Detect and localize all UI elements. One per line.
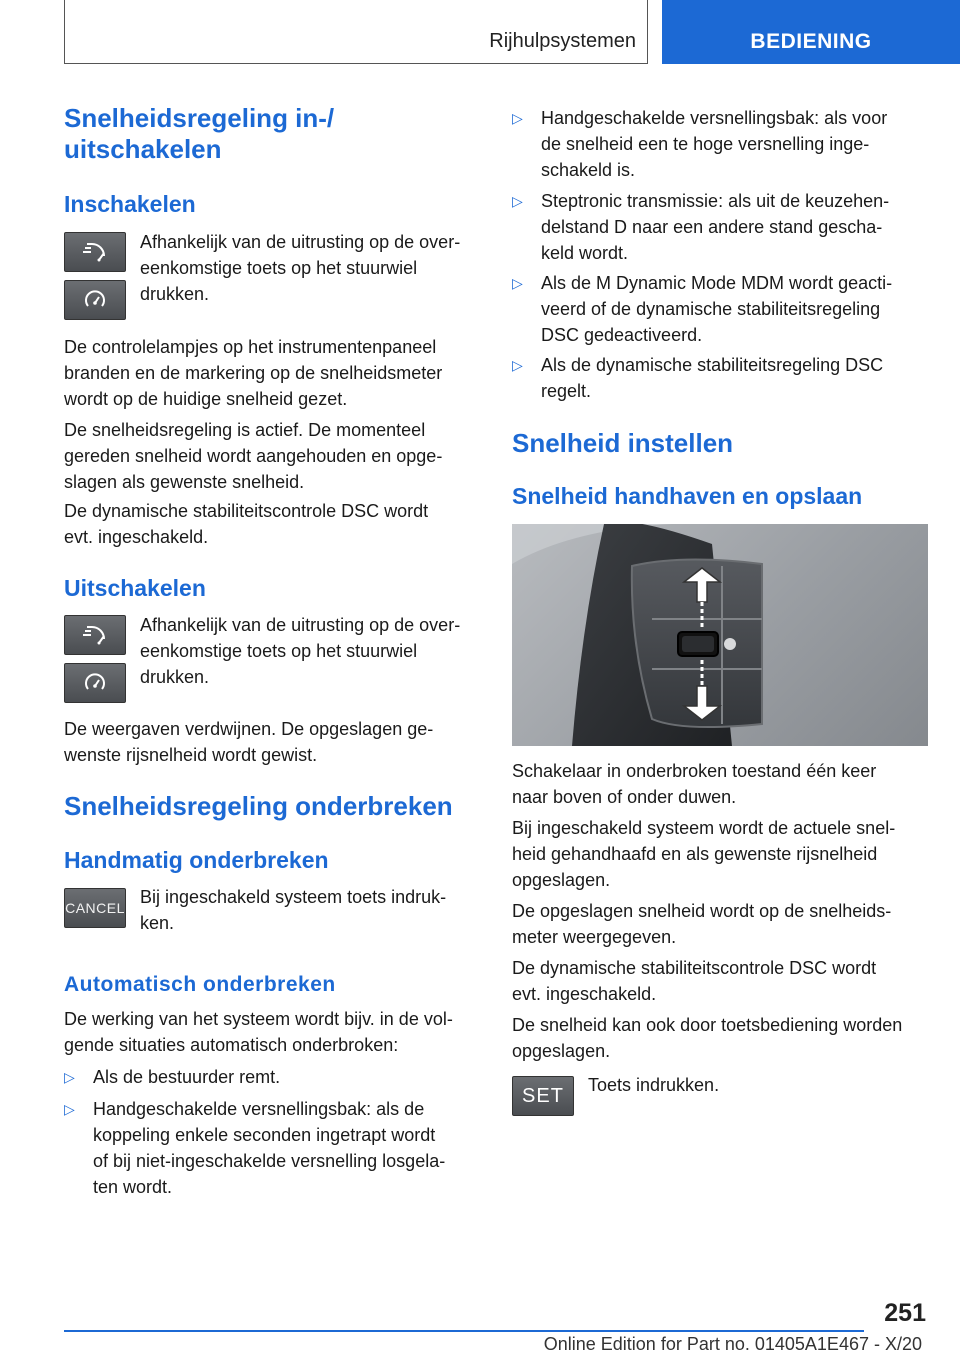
- inschakelen-icon-text-1: Afhankelijk van de uitrusting op de over-: [140, 232, 461, 252]
- triangle-bullet-icon: ▷: [64, 1069, 75, 1085]
- list-item: ▷ Als de dynamische stabiliteitsregeling DSC regelt.: [512, 352, 930, 404]
- inschakelen-p1-1: De controlelampjes op het instrumentenpaneel: [64, 337, 437, 357]
- speedometer-icon: [80, 671, 110, 695]
- list-item: ▷ Als de M Dynamic Mode MDM wordt geacti- veerd of de dynamische stabiliteitsregeling DSC gedeactiveerd.: [512, 270, 930, 348]
- footer-edition: Online Edition for Part no. 01405A1E467 - X/20: [543, 1334, 922, 1354]
- set-text: Toets indrukken.: [588, 1075, 720, 1095]
- set-label: SET: [522, 1084, 564, 1107]
- speedometer-icon: [80, 288, 110, 312]
- uitschakelen-p1-1: De weergaven verdwijnen. De opgeslagen ge-: [64, 719, 434, 739]
- list-item: ▷ Handgeschakelde versnellingsbak: als de koppeling enkele seconden ingetrapt wordt of bij niet-ingeschakelde versnelling losgela- ten wordt.: [64, 1096, 476, 1200]
- inschakelen-p1-2: branden en de markering op de snelheidsmeter: [64, 363, 443, 383]
- cruise-control-icon: [80, 623, 110, 647]
- page-number: 251: [884, 1299, 926, 1327]
- handmatig-text-2: ken.: [140, 913, 175, 933]
- instellen-p3-1: De opgeslagen snelheid wordt op de snelheids-: [512, 901, 892, 921]
- heading-instellen: Snelheid instellen: [512, 428, 734, 458]
- list-item: ▷ Handgeschakelde versnellingsbak: als voor de snelheid een te hoge versnelling inge- schakeld is.: [512, 105, 930, 183]
- cancel-label: CANCEL: [65, 900, 125, 916]
- heading-onderbreken: Snelheidsregeling onderbreken: [64, 791, 453, 821]
- inschakelen-p1-3: wordt op de huidige snelheid gezet.: [64, 389, 348, 409]
- heading-on-off-line1: Snelheidsregeling in-/: [64, 103, 335, 133]
- cruise-control-button-icon: [64, 232, 126, 272]
- set-button-icon: [512, 1076, 574, 1116]
- list-item: ▷ Als de bestuurder remt.: [64, 1064, 476, 1090]
- instellen-p5-2: opgeslagen.: [512, 1041, 611, 1061]
- triangle-bullet-icon: ▷: [512, 357, 523, 373]
- instellen-p1-2: naar boven of onder duwen.: [512, 787, 737, 807]
- triangle-bullet-icon: ▷: [512, 193, 523, 209]
- cruise-control-button-icon-2: [64, 615, 126, 655]
- inschakelen-p3-2: evt. ingeschakeld.: [64, 527, 209, 547]
- triangle-bullet-icon: ▷: [64, 1101, 75, 1117]
- cancel-button-icon: [64, 888, 126, 928]
- automatisch-p-1: De werking van het systeem wordt bijv. in de vol-: [64, 1009, 453, 1029]
- instellen-p1-1: Schakelaar in onderbroken toestand één keer: [512, 761, 877, 781]
- heading-inschakelen: Inschakelen: [64, 191, 196, 217]
- steering-wheel-rocker-switch-image: [512, 524, 928, 746]
- heading-uitschakelen: Uitschakelen: [64, 575, 206, 601]
- instellen-p2-2: heid gehandhaafd en als gewenste rijsnelheid: [512, 844, 878, 864]
- instellen-p2-1: Bij ingeschakeld systeem wordt de actuele snel-: [512, 818, 896, 838]
- header-section: Rijhulpsystemen: [489, 30, 636, 52]
- uitschakelen-p1-2: wenste rijsnelheid wordt gewist.: [64, 745, 318, 765]
- heading-on-off-line2: uitschakelen: [64, 134, 222, 164]
- instellen-p4-2: evt. ingeschakeld.: [512, 984, 657, 1004]
- speed-limiter-button-icon: [64, 280, 126, 320]
- footer-divider: [64, 1330, 864, 1332]
- steering-wheel-illustration: [512, 524, 928, 746]
- instellen-p4-1: De dynamische stabiliteitscontrole DSC wordt: [512, 958, 877, 978]
- instellen-p2-3: opgeslagen.: [512, 870, 611, 890]
- heading-automatisch: Automatisch onderbreken: [64, 973, 336, 996]
- inschakelen-icon-text-2: eenkomstige toets op het stuurwiel: [140, 258, 418, 278]
- triangle-bullet-icon: ▷: [512, 275, 523, 291]
- instellen-p5-1: De snelheid kan ook door toetsbediening worden: [512, 1015, 903, 1035]
- inschakelen-icon-text-3: drukken.: [140, 284, 210, 304]
- header-chapter: BEDIENING: [662, 0, 960, 64]
- triangle-bullet-icon: ▷: [512, 110, 523, 126]
- cruise-control-icon: [80, 240, 110, 264]
- inschakelen-p3-1: De dynamische stabiliteitscontrole DSC wordt: [64, 501, 429, 521]
- list-item: ▷ Steptronic transmissie: als uit de keuzehen- delstand D naar een andere stand gescha- keld wordt.: [512, 188, 930, 266]
- uitschakelen-icon-text-3: drukken.: [140, 667, 210, 687]
- inschakelen-p2-2: gereden snelheid wordt aangehouden en opge-: [64, 446, 443, 466]
- inschakelen-p2-1: De snelheidsregeling is actief. De momenteel: [64, 420, 426, 440]
- uitschakelen-icon-text-1: Afhankelijk van de uitrusting op de over-: [140, 615, 461, 635]
- instellen-p3-2: meter weergegeven.: [512, 927, 677, 947]
- automatisch-p-2: gende situaties automatisch onderbroken:: [64, 1035, 399, 1055]
- handmatig-text-1: Bij ingeschakeld systeem toets indruk-: [140, 887, 447, 907]
- heading-handhaven: Snelheid handhaven en opslaan: [512, 483, 863, 509]
- uitschakelen-icon-text-2: eenkomstige toets op het stuurwiel: [140, 641, 418, 661]
- speed-limiter-button-icon-2: [64, 663, 126, 703]
- heading-handmatig: Handmatig onderbreken: [64, 847, 329, 873]
- inschakelen-p2-3: slagen als gewenste snelheid.: [64, 472, 305, 492]
